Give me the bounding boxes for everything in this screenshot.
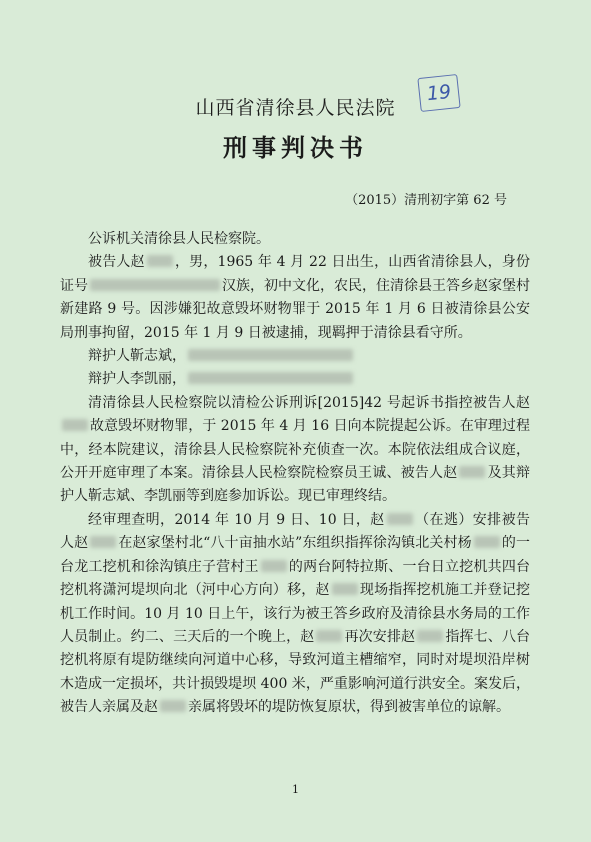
redacted-name — [474, 536, 500, 548]
paragraph-procedure — [60, 392, 530, 509]
text: 的一台龙工挖机和徐沟镇庄子营村王 — [60, 535, 531, 575]
paragraph-defender-1 — [60, 345, 530, 368]
text: 再次安排赵 — [344, 628, 416, 645]
document-body — [60, 228, 530, 720]
file-number-stamp: 19 — [417, 74, 460, 112]
document-title: 刑事判决书 — [223, 134, 368, 162]
redacted-info — [188, 349, 353, 361]
text: 汉族，初中文化，农民，住清徐县王答乡赵家堡村新建路 9 号。因涉嫌犯故意毁坏财物罪于 2015 年 1 月 6 日被清徐县公安局刑事拘留，2015 年 1 月 9 日被逮捕，现羁押于清徐县看守所。 — [60, 277, 530, 341]
page-number: 1 — [292, 783, 299, 796]
text: 在赵家堡村北“八十亩抽水站”东组织指挥徐沟镇北关村杨 — [118, 535, 472, 552]
redacted-name — [90, 536, 116, 548]
text: 公诉机关清徐县人民检察院。 — [88, 231, 270, 247]
paragraph-prosecutor — [60, 228, 530, 251]
paragraph-defender-2 — [60, 368, 530, 391]
text: 亲属将毁坏的堤防恢复原状，得到被害单位的谅解。 — [188, 699, 510, 716]
text: 辩护人李凯丽， — [88, 371, 186, 388]
redacted-name — [147, 255, 173, 267]
redacted-name — [261, 560, 287, 572]
text: 故意毁坏财物罪，于 2015 年 4 月 16 日向本院提起公诉。在审理过程中，经本院建议，清徐县人民检察院补充侦查一次。本院依法组成合议庭，公开开庭审理了本案。清徐县人民检察院检察员王诚、被告人赵 — [60, 418, 530, 482]
text: 辩护人靳志斌， — [88, 348, 186, 365]
redacted-id — [90, 279, 220, 291]
text: 清清徐县人民检察院以清检公诉刑诉[2015]42 号起诉书指控被告人赵 — [88, 394, 530, 411]
text: 及其辩护人靳志斌、李凯丽等到庭参加诉讼。现已审理终结。 — [60, 465, 531, 505]
text: 经审理查明，2014 年 10 月 9 日、10 日，赵 — [88, 511, 385, 528]
redacted-name — [62, 419, 88, 431]
text: （在逃）安排被告人赵 — [60, 511, 530, 552]
redacted-name — [417, 630, 443, 642]
text: 的两台阿特拉斯、一台日立挖机共四台挖机将潇河堤坝向北（河中心方向）移，赵 — [60, 558, 531, 599]
text: ，男，1965 年 4 月 22 日出生，山西省清徐县人，身份证号 — [60, 254, 531, 294]
redacted-name — [316, 630, 342, 642]
redacted-info — [188, 372, 353, 384]
paragraph-facts — [60, 509, 530, 720]
redacted-name — [387, 513, 413, 525]
paragraph-defendant — [60, 251, 530, 345]
case-number: （2015）清刑初字第 62 号 — [345, 193, 507, 208]
text: 现场指挥挖机施工并登记挖机工作时间。10 月 10 日上午，该行为被王答乡政府及清徐县水务局的工作人员制止。约二、三天后的一个晚上，赵 — [60, 582, 531, 645]
text: 指挥七、八台挖机将原有堤防继续向河道中心移，导致河道主槽缩窄，同时对堤坝沿岸树木造成一定损坏，共计损毁堤坝 400 米，严重影响河道行洪安全。案发后，被告人亲属及赵 — [60, 628, 531, 716]
redacted-name — [459, 466, 485, 478]
redacted-name — [332, 583, 358, 595]
court-name: 山西省清徐县人民法院 — [195, 97, 396, 119]
text: 被告人赵 — [88, 254, 145, 271]
redacted-name — [160, 700, 186, 712]
